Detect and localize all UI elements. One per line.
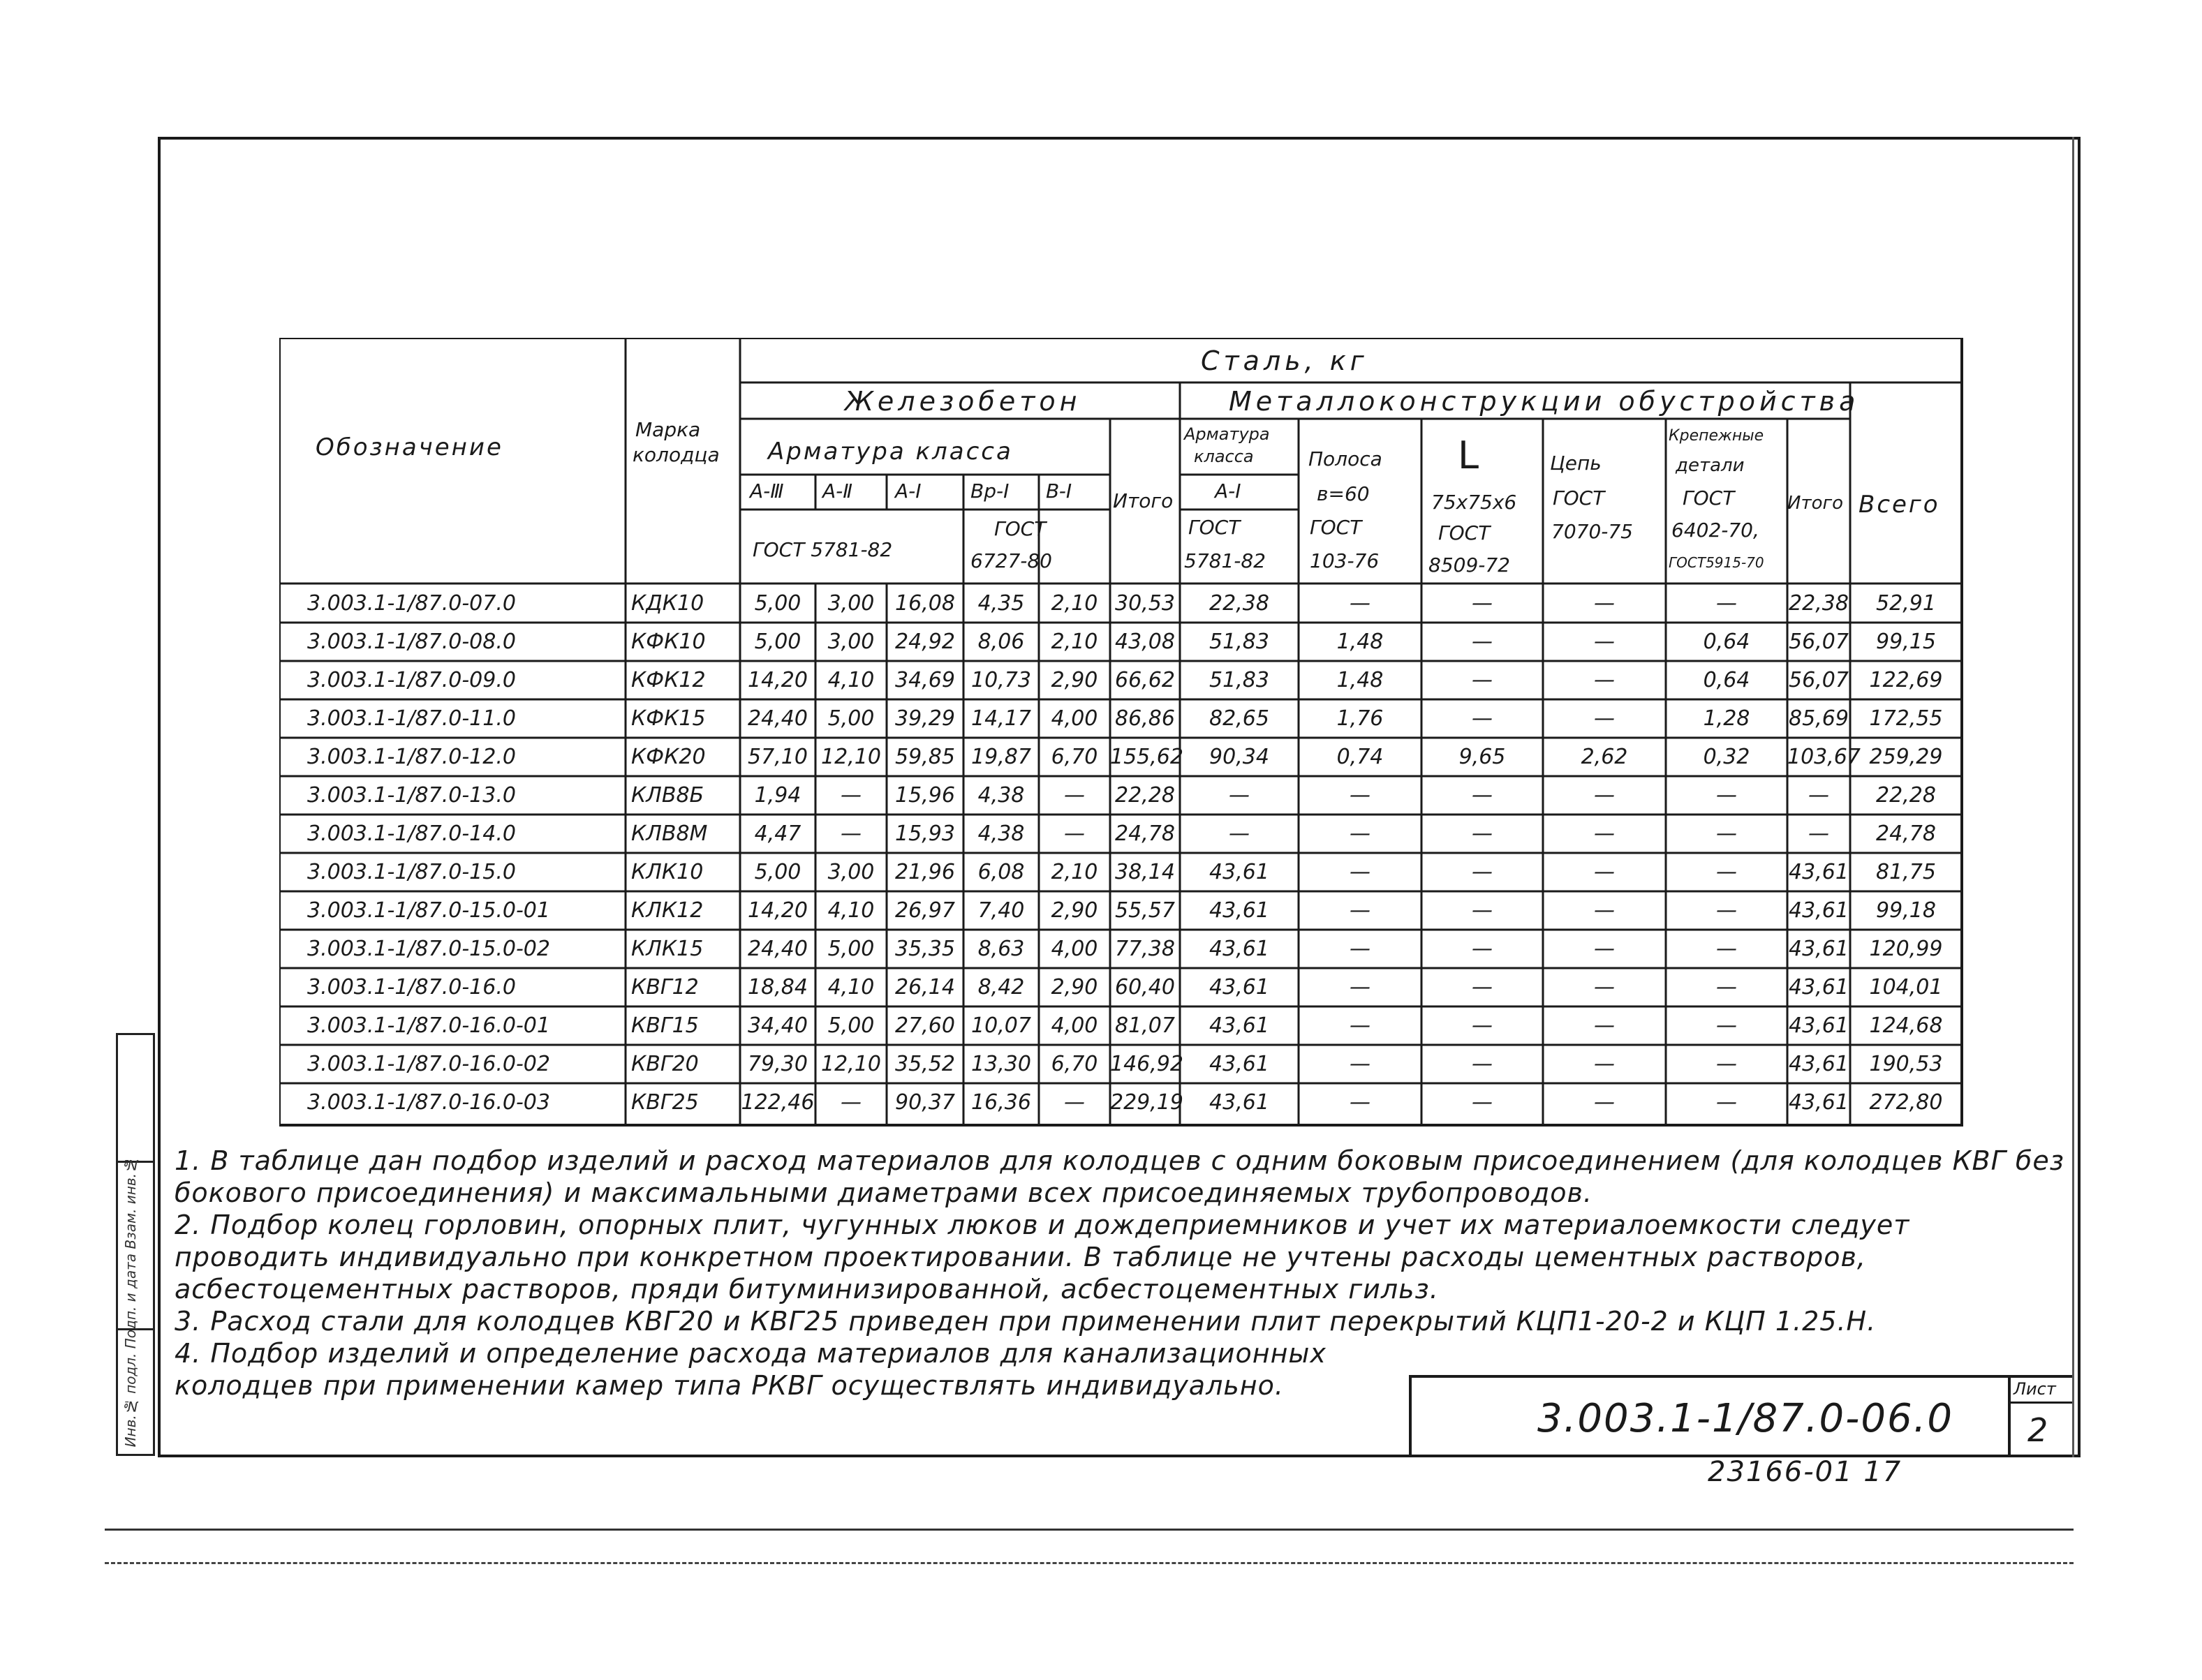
side-stamp-strip xyxy=(116,1033,155,1456)
table-cell: 81,75 xyxy=(1876,860,1936,884)
table-cell: — xyxy=(1594,1052,1615,1076)
table-cell: 8,42 xyxy=(977,975,1025,999)
row-designation: 3.003.1-1/87.0-12.0 xyxy=(307,745,516,769)
note-3: 3. Расход стали для колодцев КВГ20 и КВГ25 приведен при применении плит перекрытий КЦП1-20-2 и КЦП 1.25.Н. xyxy=(175,1306,1877,1337)
row-designation: 3.003.1-1/87.0-16.0-02 xyxy=(307,1052,550,1076)
table-cell: 6,70 xyxy=(1051,1052,1098,1076)
table-cell: 1,28 xyxy=(1703,706,1750,731)
table-cell: — xyxy=(841,1090,862,1115)
table-cell: 4,10 xyxy=(827,668,875,692)
table-cell: — xyxy=(1472,706,1493,731)
table-cell: 43,61 xyxy=(1789,1052,1849,1076)
table-cell: 16,36 xyxy=(971,1090,1031,1115)
table-cell: 43,08 xyxy=(1115,630,1175,654)
arm-class-line1: Арматура xyxy=(1184,424,1270,444)
table-cell: 12,10 xyxy=(821,1052,881,1076)
table-cell: 8,06 xyxy=(977,630,1025,654)
row-brand: КЛК15 xyxy=(631,937,704,961)
sheet-number: 2 xyxy=(2027,1411,2048,1449)
table-cell: — xyxy=(1472,898,1493,923)
table-cell: 39,29 xyxy=(895,706,955,731)
table-cell: 22,28 xyxy=(1876,783,1936,808)
table-cell: 79,30 xyxy=(748,1052,808,1076)
table-cell: — xyxy=(1350,822,1370,846)
angle-line1: 75х75х6 xyxy=(1431,491,1517,514)
table-cell: 14,20 xyxy=(748,898,808,923)
row-brand: КВГ25 xyxy=(631,1090,699,1115)
table-cell: 43,61 xyxy=(1789,975,1849,999)
arm-gost-line2: 5781-82 xyxy=(1184,549,1266,572)
table-cell: 90,37 xyxy=(895,1090,955,1115)
table-cell: — xyxy=(1472,630,1493,654)
cut-line xyxy=(105,1529,2074,1531)
col-header-designation: Обозначение xyxy=(316,433,503,461)
table-cell: 24,40 xyxy=(748,937,808,961)
table-cell: 24,78 xyxy=(1115,822,1175,846)
angle-line3: 8509-72 xyxy=(1428,553,1510,577)
table-cell: — xyxy=(1472,822,1493,846)
row-designation: 3.003.1-1/87.0-15.0 xyxy=(307,860,516,884)
table-cell: 38,14 xyxy=(1115,860,1175,884)
table-cell: 2,62 xyxy=(1581,745,1628,769)
table-cell: 90,34 xyxy=(1209,745,1269,769)
table-cell: 43,61 xyxy=(1209,898,1269,923)
note-1: 1. В таблице дан подбор изделий и расход материалов для колодцев с одним боковым присоединением (для колодцев КВГ без бокового присоединения) и максимальными диаметрами всех присоединяемых трубопроводов. xyxy=(175,1145,2064,1208)
table-cell: 18,84 xyxy=(748,975,808,999)
table-cell: — xyxy=(1808,783,1829,808)
table-cell: 27,60 xyxy=(895,1013,955,1038)
row-brand: КЛВ8М xyxy=(631,822,708,846)
table-cell: 77,38 xyxy=(1115,937,1175,961)
table-cell: — xyxy=(1350,1052,1370,1076)
header-reinforced-concrete: Железобетон xyxy=(845,386,1081,417)
row-brand: КЛК10 xyxy=(631,860,704,884)
row-brand: КВГ15 xyxy=(631,1013,699,1038)
table-cell: — xyxy=(1472,1052,1493,1076)
table-cell: 43,61 xyxy=(1209,1090,1269,1115)
table-cell: 60,40 xyxy=(1115,975,1175,999)
table-cell: 2,90 xyxy=(1051,668,1098,692)
table-cell: 59,85 xyxy=(895,745,955,769)
table-cell: — xyxy=(1064,783,1085,808)
row-designation: 3.003.1-1/87.0-16.0 xyxy=(307,975,516,999)
chain-line1: Цепь xyxy=(1550,452,1602,475)
table-cell: 22,28 xyxy=(1115,783,1175,808)
table-cell: — xyxy=(1350,860,1370,884)
table-cell: 120,99 xyxy=(1869,937,1943,961)
table-cell: 81,07 xyxy=(1115,1013,1175,1038)
col-header-brand-line1: Марка xyxy=(635,418,701,441)
header-metal-structures: Металлоконструкции обустройства xyxy=(1229,386,1860,417)
table-cell: — xyxy=(1594,783,1615,808)
table-cell: 43,61 xyxy=(1209,1013,1269,1038)
table-cell: 22,38 xyxy=(1789,591,1849,616)
table-cell: — xyxy=(1472,783,1493,808)
table-cell: 35,35 xyxy=(895,937,955,961)
col-header-grand-total: Всего xyxy=(1859,491,1940,519)
table-cell: 104,01 xyxy=(1869,975,1943,999)
table-cell: 3,00 xyxy=(827,860,875,884)
row-brand: КФК20 xyxy=(631,745,706,769)
table-cell: 43,61 xyxy=(1209,975,1269,999)
table-cell: 172,55 xyxy=(1869,706,1943,731)
document-code: 3.003.1-1/87.0-06.0 xyxy=(1537,1396,1954,1441)
col-header-bp1: Bp-Ⅰ xyxy=(970,480,1010,503)
table-cell: — xyxy=(1472,937,1493,961)
row-designation: 3.003.1-1/87.0-15.0-02 xyxy=(307,937,550,961)
table-cell: 66,62 xyxy=(1115,668,1175,692)
table-cell: 52,91 xyxy=(1876,591,1936,616)
table-cell: 4,10 xyxy=(827,898,875,923)
table-cell: 5,00 xyxy=(827,937,875,961)
side-stamp-text: Инв.№ подл. Подп. и дата Взам. инв.№ xyxy=(122,1156,139,1447)
table-cell: — xyxy=(1350,783,1370,808)
table-cell: 9,65 xyxy=(1458,745,1506,769)
table-cell: 15,96 xyxy=(895,783,955,808)
strip-line1: Полоса xyxy=(1308,447,1382,470)
table-cell: 2,90 xyxy=(1051,975,1098,999)
title-block xyxy=(1409,1375,2008,1455)
table-cell: 34,40 xyxy=(748,1013,808,1038)
col-header-a2: A-Ⅱ xyxy=(822,480,853,503)
table-cell: 190,53 xyxy=(1869,1052,1943,1076)
table-cell: 8,63 xyxy=(977,937,1025,961)
table-cell: — xyxy=(1350,937,1370,961)
row-designation: 3.003.1-1/87.0-07.0 xyxy=(307,591,516,616)
gost-5781: ГОСТ 5781-82 xyxy=(753,538,893,561)
table-cell: 57,10 xyxy=(748,745,808,769)
table-cell: 3,00 xyxy=(827,630,875,654)
row-designation: 3.003.1-1/87.0-15.0-01 xyxy=(307,898,550,923)
table-cell: 99,18 xyxy=(1876,898,1936,923)
row-designation: 3.003.1-1/87.0-16.0-03 xyxy=(307,1090,550,1115)
sheet-label: Лист xyxy=(2013,1379,2056,1399)
table-cell: 4,35 xyxy=(977,591,1025,616)
table-cell: 2,10 xyxy=(1051,630,1098,654)
table-cell: 155,62 xyxy=(1110,745,1183,769)
table-cell: 122,69 xyxy=(1869,668,1943,692)
table-cell: 146,92 xyxy=(1110,1052,1183,1076)
header-steel-kg: Сталь, кг xyxy=(1201,345,1368,376)
table-cell: 10,07 xyxy=(971,1013,1031,1038)
table-cell: 0,64 xyxy=(1703,630,1750,654)
table-cell: 103,67 xyxy=(1787,745,1861,769)
table-cell: — xyxy=(1064,1090,1085,1115)
table-cell: 82,65 xyxy=(1209,706,1269,731)
table-cell: 229,19 xyxy=(1110,1090,1183,1115)
fasteners-line4: 6402-70, xyxy=(1671,519,1759,542)
table-cell: — xyxy=(1350,1013,1370,1038)
table-cell: 24,78 xyxy=(1876,822,1936,846)
arm-gost-line1: ГОСТ xyxy=(1188,516,1241,539)
row-designation: 3.003.1-1/87.0-13.0 xyxy=(307,783,516,808)
row-brand: КЛК12 xyxy=(631,898,704,923)
table-cell: 4,00 xyxy=(1051,1013,1098,1038)
table-cell: 24,92 xyxy=(895,630,955,654)
table-cell: 85,69 xyxy=(1789,706,1849,731)
table-cell: 35,52 xyxy=(895,1052,955,1076)
note-4: 4. Подбор изделий и определение расхода материалов для канализационных колодцев при применении камер типа РКВГ осуществлять индивидуально. xyxy=(175,1338,1327,1401)
table-cell: — xyxy=(1716,898,1737,923)
row-brand: КФК12 xyxy=(631,668,706,692)
table-cell: 43,61 xyxy=(1789,1090,1849,1115)
row-designation: 3.003.1-1/87.0-09.0 xyxy=(307,668,516,692)
table-cell: 55,57 xyxy=(1115,898,1175,923)
table-cell: 4,38 xyxy=(977,783,1025,808)
note-2: 2. Подбор колец горловин, опорных плит, чугунных люков и дождеприемников и учет их материалоемкости следует проводить индивидуально при конкретном проектировании. В таблице не учтены расходы цементных растворов, асбестоцементных растворов, пряди битуминизированной, асбестоцементных гильз. xyxy=(175,1210,1910,1304)
table-cell: — xyxy=(1350,975,1370,999)
gost-6727-line1: ГОСТ xyxy=(994,517,1047,540)
table-cell: 6,08 xyxy=(977,860,1025,884)
table-cell: 21,96 xyxy=(895,860,955,884)
table-cell: 12,10 xyxy=(821,745,881,769)
table-cell: — xyxy=(1594,822,1615,846)
fasteners-line1: Крепежные xyxy=(1669,427,1764,445)
table-cell: 6,70 xyxy=(1051,745,1098,769)
table-cell: — xyxy=(1229,822,1250,846)
table-cell: 5,00 xyxy=(754,860,801,884)
table-cell: — xyxy=(1472,668,1493,692)
col-header-a3: A-Ⅲ xyxy=(750,480,784,503)
table-cell: — xyxy=(1594,937,1615,961)
table-cell: 43,61 xyxy=(1789,937,1849,961)
table-cell: 86,86 xyxy=(1115,706,1175,731)
table-cell: 5,00 xyxy=(754,591,801,616)
table-cell: — xyxy=(1716,860,1737,884)
table-cell: — xyxy=(1472,1013,1493,1038)
row-designation: 3.003.1-1/87.0-14.0 xyxy=(307,822,516,846)
table-cell: — xyxy=(841,783,862,808)
col-header-a1: A-Ⅰ xyxy=(895,480,922,503)
angle-line2: ГОСТ xyxy=(1438,521,1491,544)
table-cell: — xyxy=(1472,860,1493,884)
table-cell: 26,97 xyxy=(895,898,955,923)
row-designation: 3.003.1-1/87.0-11.0 xyxy=(307,706,516,731)
header-reinforcement-class: Арматура класса xyxy=(768,438,1013,466)
table-cell: 122,46 xyxy=(741,1090,815,1115)
table-cell: 0,32 xyxy=(1703,745,1750,769)
table-cell: 51,83 xyxy=(1209,630,1269,654)
table-cell: — xyxy=(1716,783,1737,808)
table-cell: 5,00 xyxy=(754,630,801,654)
table-cell: 259,29 xyxy=(1869,745,1943,769)
table-cell: 1,94 xyxy=(754,783,801,808)
table-cell: 24,40 xyxy=(748,706,808,731)
row-brand: КВГ20 xyxy=(631,1052,699,1076)
strip-line3: ГОСТ xyxy=(1310,516,1362,539)
notes xyxy=(175,1145,2074,1402)
table-cell: 43,61 xyxy=(1209,937,1269,961)
table-cell: — xyxy=(1594,1090,1615,1115)
table-cell: 10,73 xyxy=(971,668,1031,692)
row-designation: 3.003.1-1/87.0-08.0 xyxy=(307,630,516,654)
angle-icon: L xyxy=(1458,433,1479,477)
col-header-total-metal: Итого xyxy=(1787,493,1844,514)
row-designation: 3.003.1-1/87.0-16.0-01 xyxy=(307,1013,550,1038)
table-cell: 5,00 xyxy=(827,1013,875,1038)
table-cell: — xyxy=(1716,975,1737,999)
table-cell: — xyxy=(1594,898,1615,923)
table-cell: — xyxy=(1716,591,1737,616)
table-cell: 124,68 xyxy=(1869,1013,1943,1038)
table-cell: — xyxy=(841,822,862,846)
table-cell: 4,38 xyxy=(977,822,1025,846)
fasteners-line5: ГОСТ5915-70 xyxy=(1669,554,1764,571)
table-cell: 2,10 xyxy=(1051,591,1098,616)
gost-6727-line2: 6727-80 xyxy=(970,549,1052,572)
fasteners-line3: ГОСТ xyxy=(1683,486,1735,510)
table-cell: — xyxy=(1716,1052,1737,1076)
table-cell: 34,69 xyxy=(895,668,955,692)
table-cell: — xyxy=(1594,630,1615,654)
table-cell: 4,10 xyxy=(827,975,875,999)
table-cell: 272,80 xyxy=(1869,1090,1943,1115)
table-cell: — xyxy=(1594,706,1615,731)
table-cell: 56,07 xyxy=(1789,668,1849,692)
table-cell: — xyxy=(1716,822,1737,846)
chain-line2: ГОСТ xyxy=(1553,486,1605,510)
table-cell: 0,64 xyxy=(1703,668,1750,692)
table-cell: 19,87 xyxy=(971,745,1031,769)
table-cell: 14,20 xyxy=(748,668,808,692)
chain-line3: 7070-75 xyxy=(1551,520,1633,543)
table-cell: — xyxy=(1472,975,1493,999)
strip-line4: 103-76 xyxy=(1310,549,1380,572)
row-brand: КДК10 xyxy=(631,591,704,616)
row-brand: КФК10 xyxy=(631,630,706,654)
table-cell: 22,38 xyxy=(1209,591,1269,616)
table-cell: 99,15 xyxy=(1876,630,1936,654)
table-cell: 5,00 xyxy=(827,706,875,731)
table-cell: 43,61 xyxy=(1209,860,1269,884)
row-brand: КФК15 xyxy=(631,706,706,731)
table-cell: — xyxy=(1350,898,1370,923)
table-cell: 2,10 xyxy=(1051,860,1098,884)
table-cell: 16,08 xyxy=(895,591,955,616)
table-cell: 13,30 xyxy=(971,1052,1031,1076)
arm-class-line2: класса xyxy=(1194,447,1254,466)
table-cell: 4,00 xyxy=(1051,937,1098,961)
table-cell: 43,61 xyxy=(1209,1052,1269,1076)
table-cell: — xyxy=(1472,591,1493,616)
table-cell: 51,83 xyxy=(1209,668,1269,692)
table-cell: 15,93 xyxy=(895,822,955,846)
table-cell: 43,61 xyxy=(1789,1013,1849,1038)
table-cell: 4,00 xyxy=(1051,706,1098,731)
table-cell: — xyxy=(1472,1090,1493,1115)
table-cell: — xyxy=(1064,822,1085,846)
dashed-line xyxy=(105,1562,2074,1564)
table-cell: — xyxy=(1594,975,1615,999)
table-cell: 30,53 xyxy=(1115,591,1175,616)
archive-number: 23166-01 17 xyxy=(1708,1456,1902,1488)
table-cell: — xyxy=(1716,1013,1737,1038)
row-brand: КВГ12 xyxy=(631,975,699,999)
table-cell: 43,61 xyxy=(1789,860,1849,884)
table-cell: 43,61 xyxy=(1789,898,1849,923)
sheet-box xyxy=(2008,1375,2072,1455)
table-cell: — xyxy=(1808,822,1829,846)
table-cell: — xyxy=(1594,591,1615,616)
row-brand: КЛВ8Б xyxy=(631,783,704,808)
table-cell: 26,14 xyxy=(895,975,955,999)
table-cell: — xyxy=(1594,860,1615,884)
table-cell: — xyxy=(1716,1090,1737,1115)
table-cell: — xyxy=(1594,668,1615,692)
col-header-b1: B-Ⅰ xyxy=(1046,480,1072,503)
table-cell: 1,76 xyxy=(1336,706,1384,731)
table-cell: — xyxy=(1716,937,1737,961)
table-cell: — xyxy=(1594,1013,1615,1038)
col-header-total-concrete: Итого xyxy=(1113,489,1174,512)
col-header-brand-line2: колодца xyxy=(633,443,720,466)
table-cell: 0,74 xyxy=(1336,745,1384,769)
table-cell: 56,07 xyxy=(1789,630,1849,654)
table-cell: 14,17 xyxy=(971,706,1031,731)
table-cell: — xyxy=(1350,591,1370,616)
table-cell: 2,90 xyxy=(1051,898,1098,923)
table-cell: — xyxy=(1229,783,1250,808)
arm-class-a1: A-Ⅰ xyxy=(1215,480,1241,503)
table-cell: 1,48 xyxy=(1336,630,1384,654)
table-cell: 3,00 xyxy=(827,591,875,616)
table-cell: 7,40 xyxy=(977,898,1025,923)
table-cell: — xyxy=(1350,1090,1370,1115)
strip-line2: в=60 xyxy=(1317,482,1370,505)
fasteners-line2: детали xyxy=(1676,455,1745,476)
table-cell: 4,47 xyxy=(754,822,801,846)
table-cell: 1,48 xyxy=(1336,668,1384,692)
